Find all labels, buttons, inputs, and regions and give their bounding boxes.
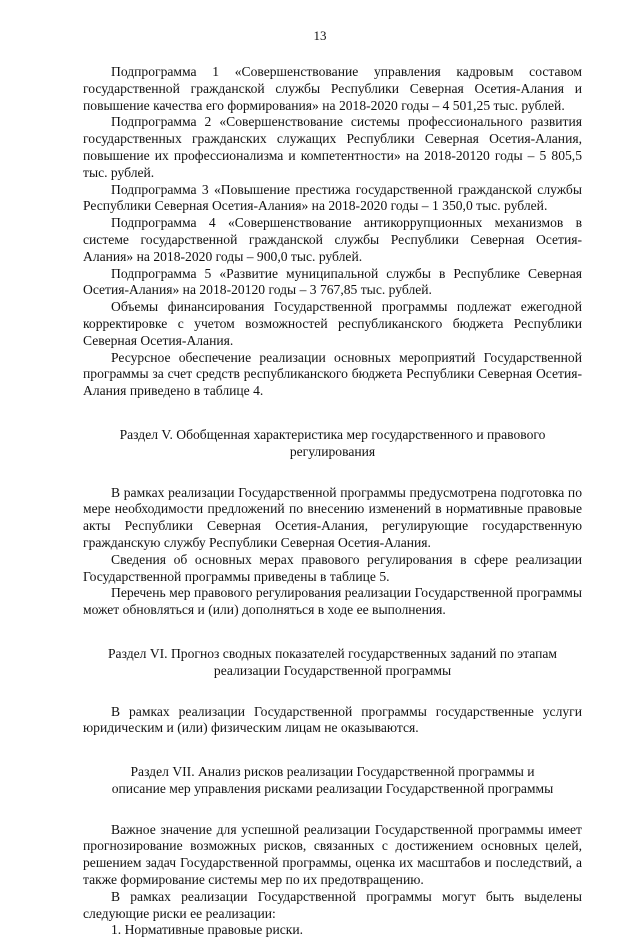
paragraph-subprogram-3: Подпрограмма 3 «Повышение престижа государственной гражданской службы Республики Северная Осетия-Алания» на 2018-2020 годы – 1 350,0 тыс. рублей. xyxy=(83,181,582,214)
section-5-paragraph: Сведения об основных мерах правового регулирования в сфере реализации Государственной программы приведены в таблице 5. xyxy=(83,551,582,584)
section-5-heading xyxy=(83,427,582,461)
paragraph-funding-adjustment: Объемы финансирования Государственной программы подлежат ежегодной корректировке с учетом возможностей республиканского бюджета Республики Северная Осетия-Алания. xyxy=(83,299,582,348)
section-7-paragraph: 1. Нормативные правовые риски. xyxy=(111,922,304,938)
section-7-paragraph: В рамках реализации Государственной программы могут быть выделены следующие риски ее реализации: xyxy=(83,888,582,921)
section-7-paragraph: Важное значение для успешной реализации Государственной программы имеет прогнозирование возможных рисков, связанных с достижением основных целей, решением задач Государственной программы, оценка их масштабов и последствий, а также формирование системы мер по их предотвращению. xyxy=(83,821,582,888)
paragraph-subprogram-2: Подпрограмма 2 «Совершенствование системы профессионального развития государственных гражданских служащих Республики Северная Осетия-Алания, повышение их профессионализма и компетентности» на 2018-20120 годы – 5 805,5 тыс. рублей. xyxy=(83,114,582,180)
document-body xyxy=(83,64,582,939)
section-6-heading-line-1: Раздел VI. Прогноз сводных показателей государственных заданий по этапам xyxy=(107,645,557,661)
section-5-heading-line-1: Раздел V. Обобщенная характеристика мер государственного и правового xyxy=(119,426,546,442)
section-7-heading-line-2: описание мер управления рисками реализации Государственной программы xyxy=(111,780,554,796)
section-5-paragraph: В рамках реализации Государственной программы предусмотрена подготовка по мере необходимости предложений по внесению изменений в нормативные правовые акты Республики Северная Осетия-Алания, регулирующие государственную гражданскую службу Республики Северная Осетия-Алания. xyxy=(83,484,582,550)
section-6-heading-line-2: реализации Государственной программы xyxy=(213,662,452,678)
paragraph-subprogram-5: Подпрограмма 5 «Развитие муниципальной службы в Республике Северная Осетия-Алания» на 2018-20120 годы – 3 767,85 тыс. рублей. xyxy=(83,265,582,298)
page-number: 13 xyxy=(313,28,327,43)
section-7-heading xyxy=(83,764,582,798)
section-6-paragraph: В рамках реализации Государственной программы государственные услуги юридическим и (или) физическим лицам не оказываются. xyxy=(83,703,582,736)
section-5-paragraph: Перечень мер правового регулирования реализации Государственной программы может обновляться и (или) дополняться в ходе ее выполнения. xyxy=(83,585,582,618)
section-5-heading-line-2: регулирования xyxy=(289,443,376,459)
paragraph-subprogram-1: Подпрограмма 1 «Совершенствование управления кадровым составом государственной гражданской службы Республики Северная Осетия-Алания и повышение качества его формирования» на 2018-2020 годы – 4 501,25 тыс. рублей. xyxy=(83,64,582,113)
section-6-heading xyxy=(83,646,582,680)
section-7-heading-line-1: Раздел VII. Анализ рисков реализации Государственной программы и xyxy=(130,764,535,780)
paragraph-subprogram-4: Подпрограмма 4 «Совершенствование антикоррупционных механизмов в системе государственной гражданской службы Республики Северная Осетия-Алания» на 2018-2020 годы – 900,0 тыс. рублей. xyxy=(83,215,582,264)
paragraph-resource-provision: Ресурсное обеспечение реализации основных мероприятий Государственной программы за счет средств республиканского бюджета Республики Северная Осетия-Алания приведено в таблице 4. xyxy=(83,349,582,399)
